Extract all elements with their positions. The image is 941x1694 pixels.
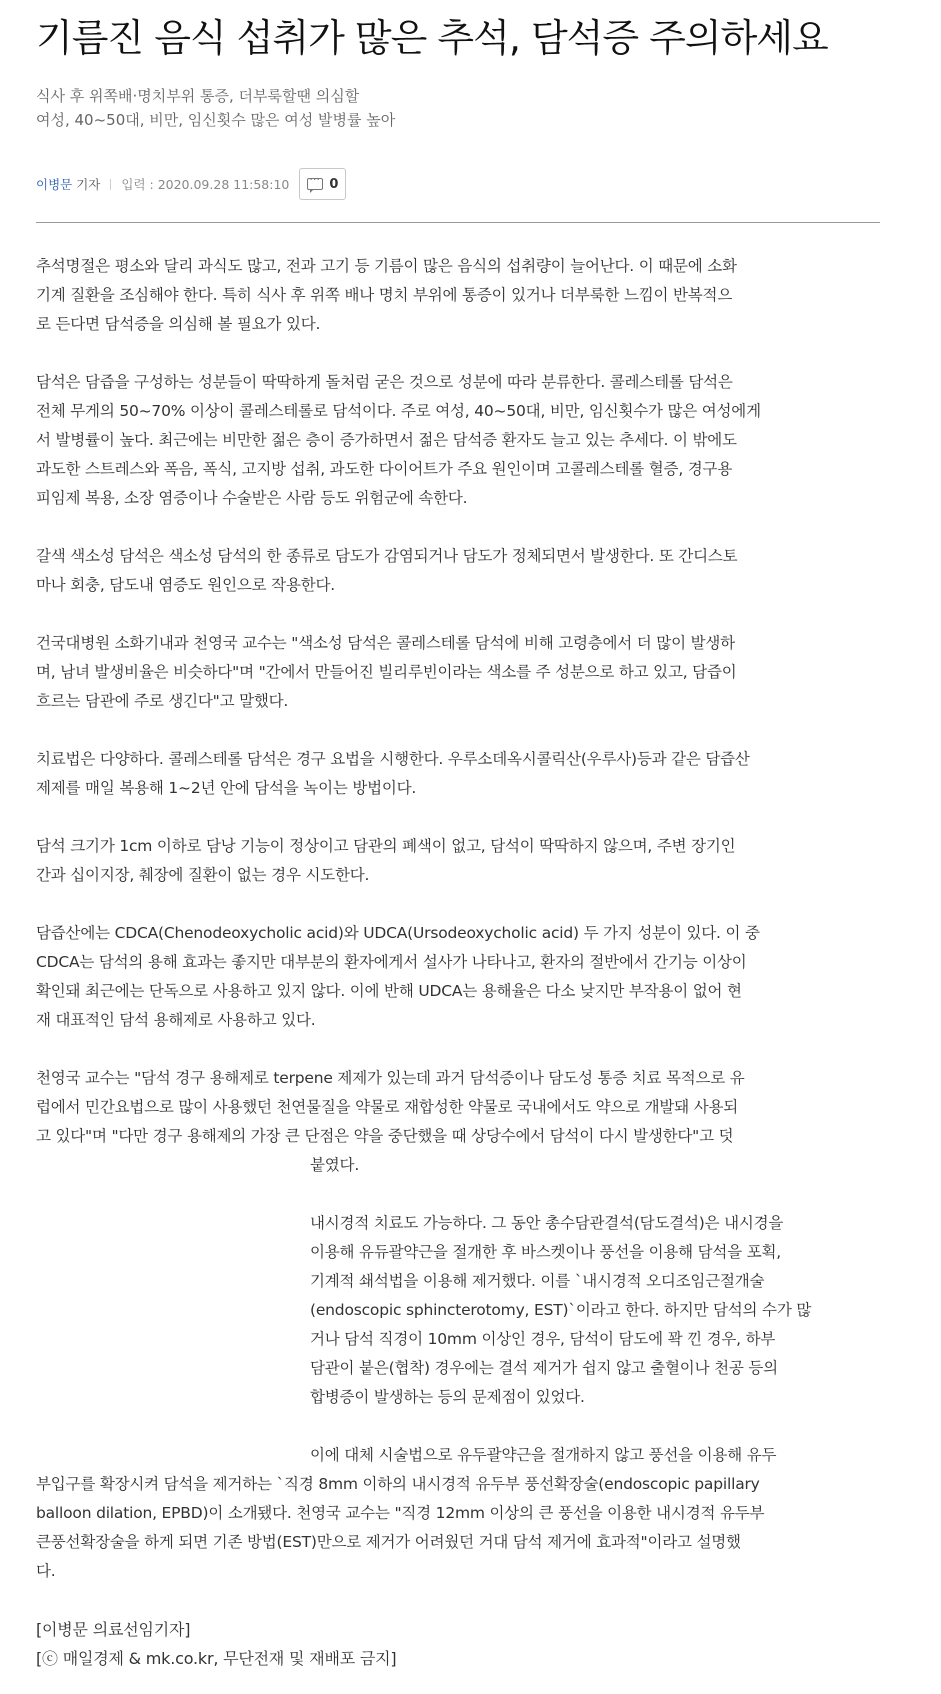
paragraph-line: 마나 회충, 담도내 염증도 원인으로 작용한다. xyxy=(36,576,336,594)
paragraph-line: 확인돼 최근에는 단독으로 사용하고 있지 않다. 이에 반해 UDCA는 용해율은 다소 낮지만 부작용이 없어 현 xyxy=(36,982,742,1000)
paragraph-line: 추석명절은 평소와 달리 과식도 많고, 전과 고기 등 기름이 많은 음식의 섭취량이 늘어난다. 이 때문에 소화 xyxy=(36,257,737,275)
subtitle-line: 식사 후 위쪽배·명치부위 통증, 더부룩할땐 의심할 xyxy=(36,87,360,105)
paragraph-line: 제제를 매일 복용해 1~2년 안에 담석을 녹이는 방법이다. xyxy=(36,779,417,797)
paragraph-line: 기계 질환을 조심해야 한다. 특히 식사 후 위쪽 배나 명치 부위에 통증이 있거나 더부룩한 느낌이 반복적으 xyxy=(36,286,733,304)
article-paragraph xyxy=(36,832,866,890)
paragraph-line: 건국대병원 소화기내과 천영국 교수는 "색소성 담석은 콜레스테롤 담석에 비해 고령층에서 더 많이 발생하 xyxy=(36,634,735,652)
header-divider xyxy=(36,222,880,223)
article-paragraph-quote xyxy=(36,1064,866,1180)
paragraph-line: 로 든다면 담석증을 의심해 볼 필요가 있다. xyxy=(36,315,321,333)
article-paragraph-endoscopy xyxy=(36,1209,866,1412)
paragraph-line: 다. xyxy=(36,1562,56,1580)
paragraph-line: (endoscopic sphincterotomy, EST)`이라고 한다. 하지만 담석의 수가 많 xyxy=(310,1301,812,1319)
paragraph-line: 붙였다. xyxy=(310,1156,360,1174)
article-body xyxy=(36,252,866,1673)
paragraph-line: 피임제 복용, 소장 염증이나 수술받은 사람 등도 위험군에 속한다. xyxy=(36,489,468,507)
paragraph-line: 치료법은 다양하다. 콜레스테롤 담석은 경구 요법을 시행한다. 우루소데옥시콜릭산(우루사)등과 같은 담즙산 xyxy=(36,750,750,768)
article-paragraph xyxy=(36,542,866,600)
article-footer xyxy=(36,1615,866,1673)
reporter-credit: [이병문 의료선임기자] xyxy=(36,1620,191,1639)
comment-button[interactable] xyxy=(299,168,346,200)
paragraph-line: 고 있다"며 "다만 경구 용해제의 가장 큰 단점은 약을 중단했을 때 상당수에서 담석이 다시 발생한다"고 덧 xyxy=(36,1127,734,1145)
paragraph-line: 전체 무게의 50~70% 이상이 콜레스테롤로 담석이다. 주로 여성, 40~50대, 비만, 임신횟수가 많은 여성에게 xyxy=(36,402,761,420)
paragraph-line: 담석은 담즙을 구성하는 성분들이 딱딱하게 돌처럼 굳은 것으로 성분에 따라 분류한다. 콜레스테롤 담석은 xyxy=(36,373,733,391)
paragraph-line: 간과 십이지장, 췌장에 질환이 없는 경우 시도한다. xyxy=(36,866,370,884)
article-paragraph-balloon xyxy=(36,1441,866,1586)
byline-divider xyxy=(110,179,111,190)
paragraph-line: 갈색 색소성 담석은 색소성 담석의 한 종류로 담도가 감염되거나 담도가 정체되면서 발생한다. 또 간디스토 xyxy=(36,547,738,565)
paragraph-line: balloon dilation, EPBD)이 소개됐다. 천영국 교수는 "직경 12mm 이상의 큰 풍선을 이용한 내시경적 유두부 xyxy=(36,1504,765,1522)
article-paragraph xyxy=(36,368,866,513)
subtitle-line: 여성, 40~50대, 비만, 임신횟수 많은 여성 발병률 높아 xyxy=(36,111,396,129)
paragraph-line: CDCA는 담석의 용해 효과는 좋지만 대부분의 환자에게서 설사가 나타나고, 환자의 절반에서 간기능 이상이 xyxy=(36,953,747,971)
comment-count: 0 xyxy=(329,176,339,192)
paragraph-line: 과도한 스트레스와 폭음, 폭식, 고지방 섭취, 과도한 다이어트가 주요 원인이며 고콜레스테롤 혈증, 경구용 xyxy=(36,460,733,478)
paragraph-line: 담즙산에는 CDCA(Chenodeoxycholic acid)와 UDCA(Ursodeoxycholic acid) 두 가지 성분이 있다. 이 중 xyxy=(36,924,760,942)
article-subtitle xyxy=(36,84,856,132)
paragraph-line: 거나 담석 직경이 10mm 이상인 경우, 담석이 담도에 꽉 낀 경우, 하부 xyxy=(310,1330,776,1348)
paragraph-line: 며, 남녀 발생비율은 비슷하다"며 "간에서 만들어진 빌리루빈이라는 색소를 주 성분으로 하고 있고, 담즙이 xyxy=(36,663,737,681)
copyright-notice: [ⓒ 매일경제 & mk.co.kr, 무단전재 및 재배포 금지] xyxy=(36,1649,397,1668)
paragraph-line: 흐르는 담관에 주로 생긴다"고 말했다. xyxy=(36,692,289,710)
paragraph-line: 합병증이 발생하는 등의 문제점이 있었다. xyxy=(310,1388,585,1406)
article-paragraph xyxy=(36,629,866,716)
paragraph-line: 기계적 쇄석법을 이용해 제거했다. 이를 `내시경적 오디조임근절개술 xyxy=(310,1272,765,1290)
paragraph-line: 재 대표적인 담석 용해제로 사용하고 있다. xyxy=(36,1011,316,1029)
paragraph-line: 서 발병률이 높다. 최근에는 비만한 젊은 층이 증가하면서 젊은 담석증 환자도 늘고 있는 추세다. 이 밖에도 xyxy=(36,431,737,449)
paragraph-line: 담석 크기가 1cm 이하로 담낭 기능이 정상이고 담관의 폐색이 없고, 담석이 딱딱하지 않으며, 주변 장기인 xyxy=(36,837,736,855)
article-paragraph xyxy=(36,252,866,339)
article-paragraph xyxy=(36,745,866,803)
paragraph-line: 부입구를 확장시켜 담석을 제거하는 `직경 8mm 이하의 내시경적 유두부 풍선확장술(endoscopic papillary xyxy=(36,1475,760,1493)
paragraph-line: 천영국 교수는 "담석 경구 용해제로 terpene 제제가 있는데 과거 담석증이나 담도성 통증 치료 목적으로 유 xyxy=(36,1069,745,1087)
article-paragraph xyxy=(36,919,866,1035)
published-date: 입력 : 2020.09.28 11:58:10 xyxy=(121,177,290,192)
reporter-suffix: 기자 xyxy=(76,177,101,192)
paragraph-line: 이용해 유듀괄약근을 절개한 후 바스켓이나 풍선을 이용해 담석을 포획, xyxy=(310,1243,781,1261)
article-headline: 기름진 음식 섭취가 많은 추석, 담석증 주의하세요 xyxy=(36,16,828,60)
reporter-name-link[interactable]: 이병문 xyxy=(36,177,73,192)
paragraph-line: 럽에서 민간요법으로 많이 사용했던 천연물질을 약물로 재합성한 약물로 국내에서도 약으로 개발돼 사용되 xyxy=(36,1098,739,1116)
paragraph-line: 이에 대체 시술법으로 유두괄약근을 절개하지 않고 풍선을 이용해 유두 xyxy=(310,1446,777,1464)
article-byline xyxy=(36,168,346,200)
paragraph-line: 큰풍선확장술을 하게 되면 기존 방법(EST)만으로 제거가 어려웠던 거대 담석 제거에 효과적"이라고 설명했 xyxy=(36,1533,741,1551)
paragraph-line: 내시경적 치료도 가능하다. 그 동안 총수담관결석(담도결석)은 내시경을 xyxy=(310,1214,784,1232)
paragraph-line: 담관이 붙은(협착) 경우에는 결석 제거가 쉽지 않고 출혈이나 천공 등의 xyxy=(310,1359,778,1377)
comment-bubble-icon xyxy=(307,178,323,190)
